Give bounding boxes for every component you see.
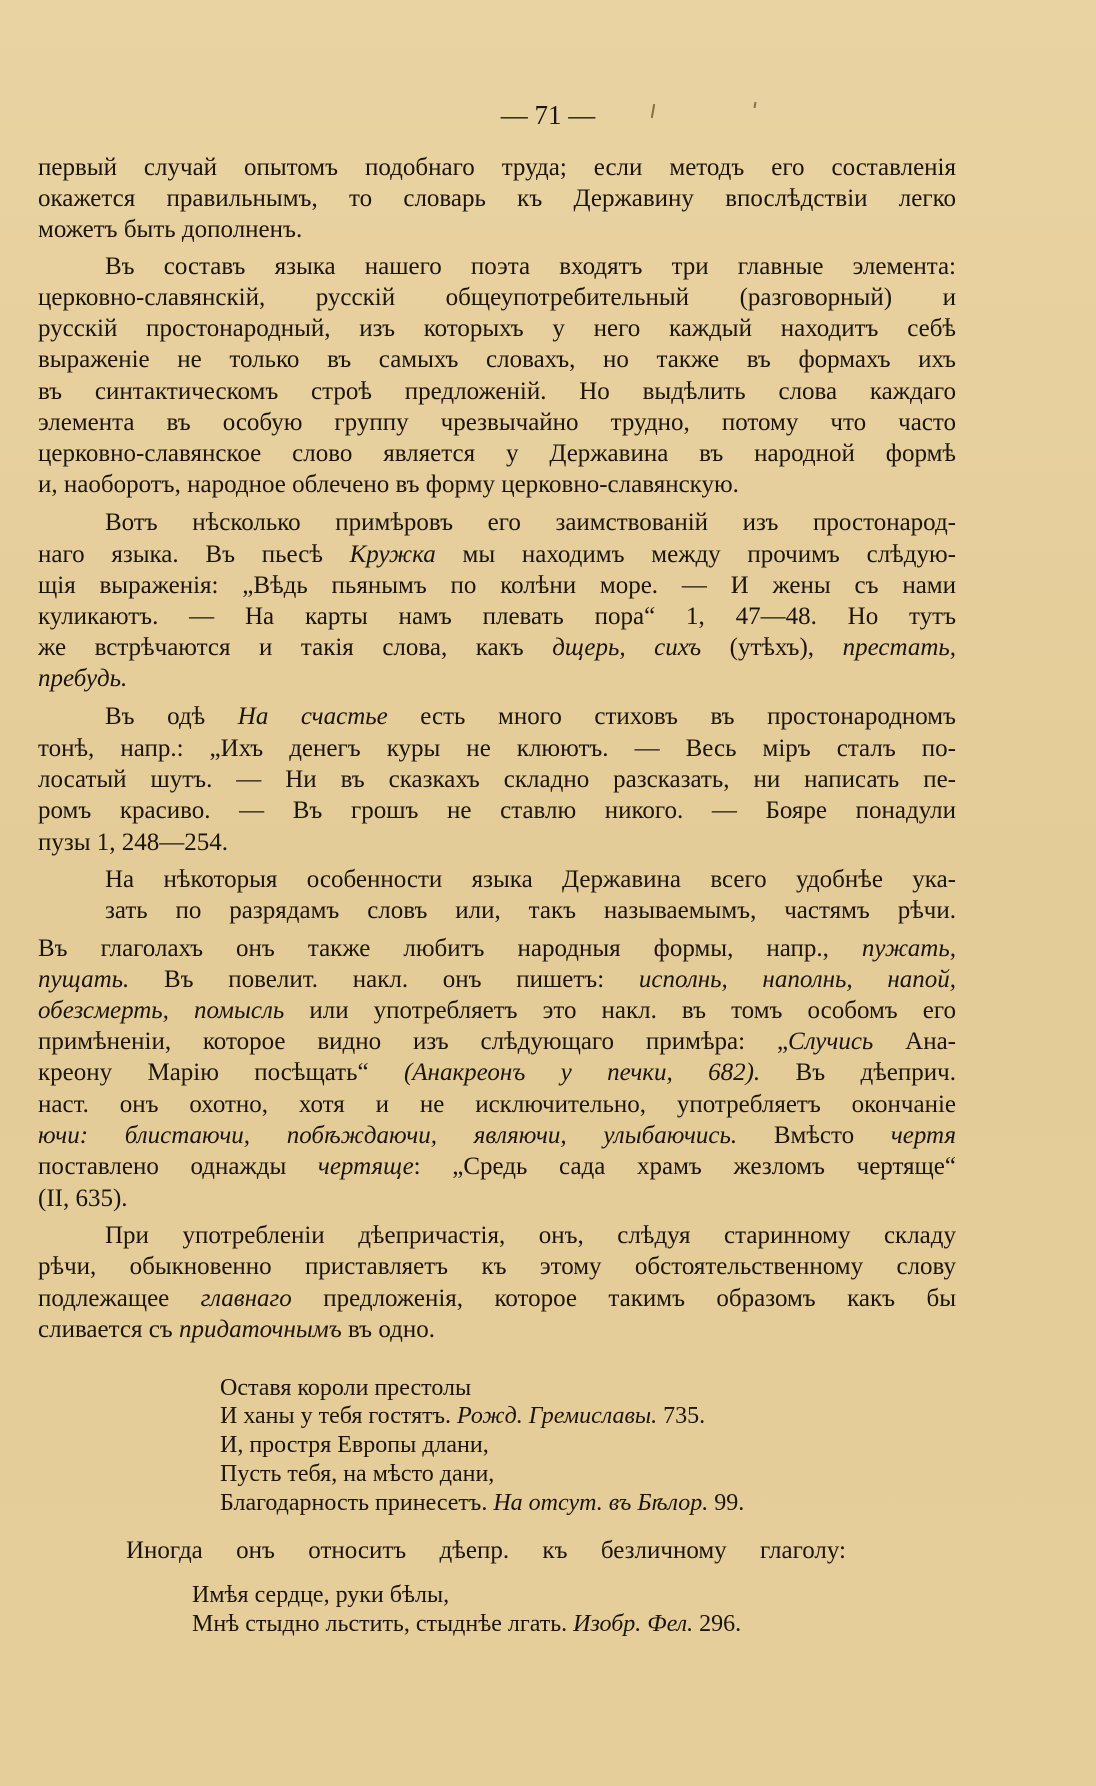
text-fragment: и, наоборотъ, народное облечено въ форму церковно-славянскую. <box>38 471 739 498</box>
text-line <box>38 765 956 795</box>
text-line <box>38 734 956 764</box>
italic-fragment: исполнь, наполнь, напой, <box>638 966 956 993</box>
italic-fragment: пужать, <box>861 935 956 962</box>
text-fragment: зать по разрядамъ словъ или, такъ называемымъ, частямъ рѣчи. <box>105 897 956 924</box>
text-line <box>38 408 956 438</box>
text-fragment: въ одно. <box>341 1316 435 1343</box>
text-fragment: куликаютъ. — На карты намъ плевать пора“ 1, 47—48. Но тутъ <box>38 603 956 630</box>
text-line <box>38 1152 956 1182</box>
text-line <box>105 865 956 895</box>
italic-fragment: дщерь, сихъ <box>552 634 702 661</box>
text-line <box>105 1221 956 1251</box>
text-line <box>38 934 956 964</box>
text-line <box>38 377 956 407</box>
text-fragment: Ана- <box>873 1028 956 1055</box>
text-fragment: Въ дѣеприч. <box>760 1059 956 1086</box>
text-fragment: русскій простонародный, изъ которыхъ у него каждый находитъ себѣ <box>38 315 956 342</box>
text-line <box>38 1027 956 1057</box>
text-fragment: 99. <box>708 1490 745 1516</box>
italic-fragment: пущать. <box>38 966 130 993</box>
text-fragment: Благодарность принесетъ. <box>220 1490 494 1516</box>
text-line <box>38 965 956 995</box>
italic-fragment: престать, <box>842 634 956 661</box>
verse-line <box>220 1431 489 1460</box>
italic-fragment: На счастье <box>237 703 388 730</box>
verse-line <box>220 1374 471 1403</box>
text-line <box>38 1058 956 1088</box>
text-line <box>38 1315 956 1345</box>
text-fragment: наст. онъ охотно, хотя и не исключительно, употребляетъ окончаніе <box>38 1091 956 1118</box>
verse-line <box>220 1402 705 1431</box>
text-fragment: Пусть тебя, на мѣсто дани, <box>220 1461 495 1487</box>
text-fragment: Въ повелит. накл. онъ пишетъ: <box>129 966 639 993</box>
text-fragment: же встрѣчаются и такія слова, какъ <box>38 634 553 661</box>
text-line <box>38 1090 956 1120</box>
italic-fragment: обезсмерть, помысль <box>38 997 285 1024</box>
text-fragment: сливается съ <box>38 1316 179 1343</box>
text-line <box>38 828 956 858</box>
text-line <box>38 345 956 375</box>
text-line <box>38 470 956 500</box>
text-fragment: (II, 635). <box>38 1185 128 1212</box>
text-line <box>105 508 956 538</box>
text-line <box>38 540 956 570</box>
text-fragment: Имѣя сердце, руки бѣлы, <box>192 1582 450 1608</box>
text-line <box>38 1184 956 1214</box>
text-fragment: Вмѣсто <box>737 1122 891 1149</box>
italic-fragment: Случись <box>788 1028 874 1055</box>
text-line <box>105 252 956 282</box>
italic-fragment: чертяще <box>317 1153 414 1180</box>
text-line <box>38 439 956 469</box>
italic-fragment: Кружка <box>349 541 436 568</box>
text-fragment: И, простря Европы длани, <box>220 1432 489 1458</box>
text-fragment: церковно-славянскій, русскій общеупотребительный (разговорный) и <box>38 284 956 311</box>
text-fragment: Мнѣ стыдно льстить, стыднѣе лгать. <box>192 1611 574 1637</box>
italic-fragment: Рожд. Гремиславы. <box>457 1403 658 1429</box>
text-line <box>38 1121 956 1151</box>
text-fragment: тонѣ, напр.: „Ихъ денегъ куры не клюютъ. — Весь міръ сталъ по- <box>38 735 956 762</box>
text-line <box>38 996 956 1026</box>
text-line <box>38 633 956 663</box>
italic-fragment: (Анакреонъ у печки, 682). <box>403 1059 761 1086</box>
text-fragment: выраженіе не только въ самыхъ словахъ, но также въ формахъ ихъ <box>38 346 956 373</box>
verse-line <box>220 1489 744 1518</box>
text-line <box>38 1252 956 1282</box>
text-fragment: въ синтактическомъ строѣ предложеній. Но выдѣлить слова каждаго <box>38 378 956 405</box>
text-line <box>38 215 956 245</box>
text-fragment: элемента въ особую группу чрезвычайно трудно, потому что часто <box>38 409 956 436</box>
text-fragment: 296. <box>693 1611 742 1637</box>
text-line <box>38 283 956 313</box>
text-line <box>105 702 956 732</box>
text-fragment: церковно-славянское слово является у Державина въ народной формѣ <box>38 440 956 467</box>
text-line <box>38 153 956 183</box>
italic-fragment: придаточнымъ <box>178 1316 342 1343</box>
lead-line: Иногда онъ относитъ дѣепр. къ безличному глаголу: <box>126 1537 846 1564</box>
text-fragment: рѣчи, обыкновенно приставляетъ къ этому обстоятельственному слову <box>38 1253 956 1280</box>
text-fragment: наго языка. Въ пьесѣ <box>38 541 350 568</box>
italic-fragment: пребудь. <box>38 665 128 692</box>
text-fragment: есть много стиховъ въ простонародномъ <box>387 703 956 730</box>
text-fragment: Въ глаголахъ онъ также любитъ народныя формы, напр., <box>38 935 862 962</box>
page-number: — 71 — <box>500 100 596 130</box>
text-fragment: или употребляетъ это накл. въ томъ особомъ его <box>284 997 956 1024</box>
text-fragment: Въ одѣ <box>105 703 238 730</box>
text-fragment: щія выраженія: „Вѣдь пьянымъ по колѣни море. — И жены съ нами <box>38 572 956 599</box>
text-fragment: На нѣкоторыя особенности языка Державина всего удобнѣе ука- <box>105 866 956 893</box>
text-fragment: При употребленіи дѣепричастія, онъ, слѣдуя старинному складу <box>105 1222 956 1249</box>
text-line <box>38 602 956 632</box>
text-fragment: 735. <box>657 1403 706 1429</box>
text-fragment: первый случай опытомъ подобнаго труда; если методъ его составленія <box>38 154 956 181</box>
text-line <box>38 1284 956 1314</box>
text-line <box>38 796 956 826</box>
text-fragment: примѣненіи, которое видно изъ слѣдующаго примѣра: „ <box>38 1028 789 1055</box>
text-line <box>38 664 956 694</box>
text-fragment: предложенія, которое такимъ образомъ какъ бы <box>291 1285 956 1312</box>
italic-fragment: главнаго <box>200 1285 292 1312</box>
text-fragment: креону Марію посѣщать“ <box>38 1059 404 1086</box>
text-fragment: пузы 1, 248—254. <box>38 829 229 856</box>
verse-line <box>192 1581 449 1610</box>
italic-fragment: ючи: блистаючи, побѣждаючи, являючи, улыбаючись. <box>38 1122 738 1149</box>
verse-line <box>220 1460 494 1489</box>
text-fragment: И ханы у тебя гостятъ. <box>220 1403 458 1429</box>
text-fragment: : „Средь сада храмъ жезломъ чертяще“ <box>413 1153 956 1180</box>
italic-fragment: Изобр. Фел. <box>573 1611 694 1637</box>
text-fragment: Оставя короли престолы <box>220 1375 472 1401</box>
text-fragment: поставлено однажды <box>38 1153 318 1180</box>
text-line <box>105 896 956 926</box>
text-fragment: окажется правильнымъ, то словарь къ Державину впослѣдствіи легко <box>38 185 956 212</box>
text-fragment: лосатый шутъ. — Ни въ сказкахъ складно разсказать, ни написать пе- <box>38 766 956 793</box>
verse-line <box>192 1610 741 1639</box>
text-fragment: Въ составъ языка нашего поэта входятъ три главные элемента: <box>105 253 956 280</box>
text-fragment: (утѣхъ), <box>701 634 843 661</box>
text-line <box>38 184 956 214</box>
italic-fragment: чертя <box>890 1122 956 1149</box>
text-fragment: ромъ красиво. — Въ грошъ не ставлю никого. — Бояре понадули <box>38 797 956 824</box>
text-fragment: мы находимъ между прочимъ слѣдую- <box>435 541 956 568</box>
italic-fragment: На отсут. въ Бѣлор. <box>493 1490 709 1516</box>
text-fragment: можетъ быть дополненъ. <box>38 216 303 243</box>
text-line <box>38 314 956 344</box>
text-fragment: подлежащее <box>38 1285 201 1312</box>
text-fragment: Вотъ нѣсколько примѣровъ его заимствованій изъ простонарод- <box>105 509 956 536</box>
text-line <box>38 571 956 601</box>
